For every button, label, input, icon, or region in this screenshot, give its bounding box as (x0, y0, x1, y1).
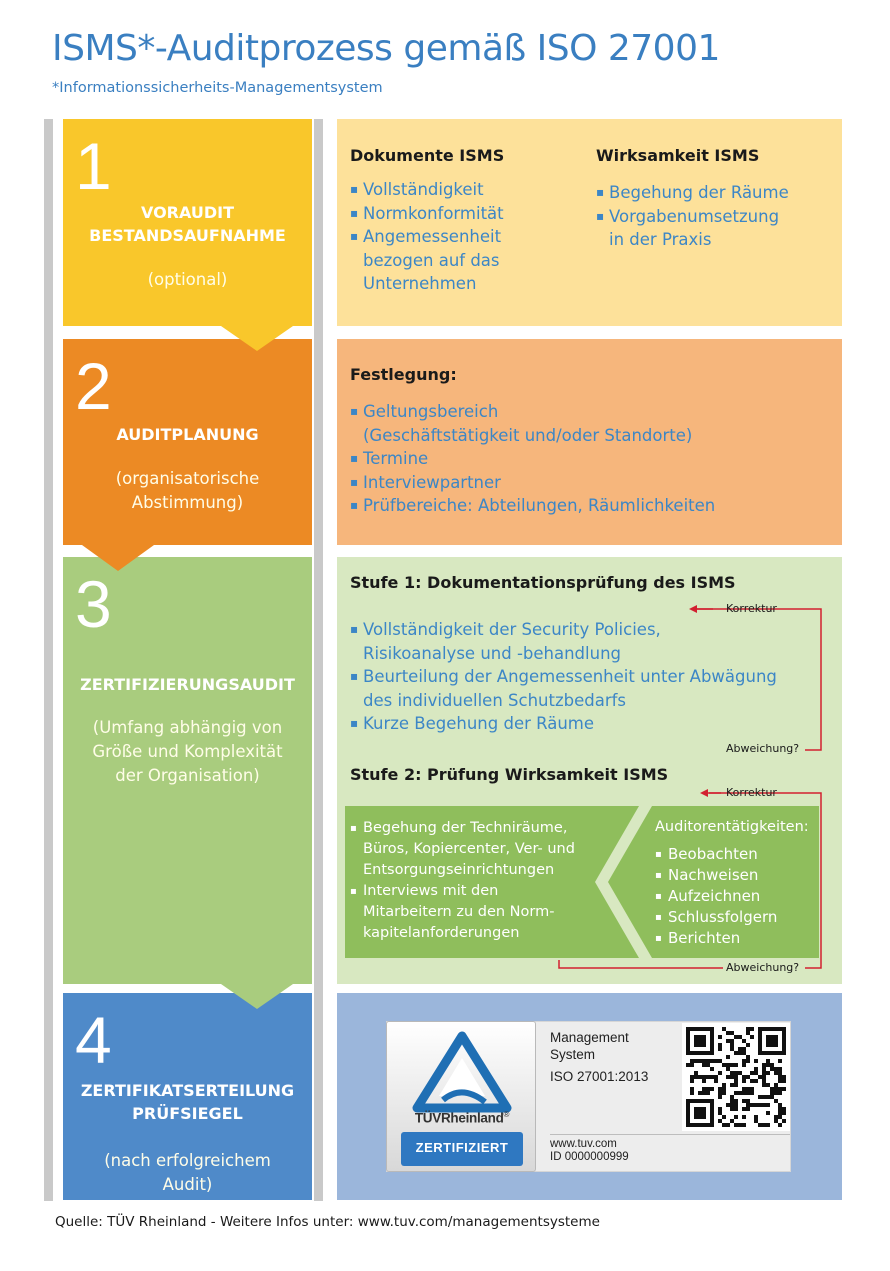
list-item: ▪ Interviews mit den (350, 883, 499, 899)
panel-step3 (337, 557, 842, 984)
step4-name-line2: PRÜFSIEGEL (132, 1104, 243, 1123)
step3-note-line3: der Organisation) (115, 766, 260, 785)
step4 (63, 993, 312, 1200)
list-item: Büros, Kopiercenter, Ver- und (363, 841, 575, 857)
qr-code-icon (682, 1023, 790, 1131)
stage2-deviation-label: Abweichung? (726, 961, 800, 974)
tuv-logo (386, 1021, 536, 1172)
list-item: ▪ Beobachten (655, 845, 758, 863)
step2-note-line2: Abstimmung) (131, 493, 244, 512)
step3-note (63, 716, 312, 788)
list-item: ▪ Angemessenheit (350, 227, 502, 246)
list-item: ▪ Normkonformität (350, 203, 504, 223)
list-item: ▪ Vollständigkeit (350, 180, 484, 199)
list-item: ▪ Kurze Begehung der Räume (350, 714, 595, 733)
tuv-brand-text: TÜVRheinland (414, 1110, 504, 1126)
step2 (63, 339, 312, 545)
list-item: Risikoanalyse und -behandlung (363, 643, 621, 663)
seal-url: www.tuv.com (550, 1138, 617, 1150)
panel1-left-heading: Dokumente ISMS (350, 146, 505, 165)
stage2-correction-label: Korrektur (726, 786, 777, 799)
panel2-heading: Festlegung: (350, 365, 457, 384)
step3-note-line2: Größe und Komplexität (92, 742, 283, 761)
list-item: ▪ Interviewpartner (350, 472, 501, 492)
step1-note (63, 268, 312, 292)
step4-note-line1: (nach erfolgreichem (104, 1151, 271, 1170)
panel1-left-list (350, 178, 504, 296)
middle-divider-bar (314, 119, 323, 1201)
list-item: (Geschäftstätigkeit und/oder Standorte) (363, 425, 693, 445)
page-title: ISMS*-Auditprozess gemäß ISO 27001 (52, 28, 720, 69)
list-item: ▪ Begehung der Räume (596, 183, 789, 202)
list-item: ▪ Nachweisen (655, 866, 759, 884)
page-subtitle: *Informationssicherheits-Managementsystem (52, 80, 383, 96)
step4-name-line1: ZERTIFIKATSERTEILUNG (80, 1081, 295, 1100)
list-item: ▪ Vollständigkeit der Security Policies, (350, 620, 661, 639)
step1 (63, 119, 312, 326)
correction-loops (337, 557, 842, 984)
step2-note (63, 467, 312, 515)
list-item: Entsorgungseinrichtungen (363, 862, 555, 878)
list-item: ▪ Schlussfolgern (655, 908, 778, 926)
certified-badge: ZERTIFIZIERT (415, 1140, 509, 1155)
panel-step2 (337, 339, 842, 545)
stage1-correction-label: Korrektur (726, 602, 777, 615)
list-item: ▪ Beurteilung der Angemessenheit unter Abwägung (350, 667, 777, 686)
stage1-heading: Stufe 1: Dokumentationsprüfung des ISMS (350, 573, 736, 592)
panel1-right-list (596, 181, 789, 252)
stage1-loop-line (692, 609, 821, 750)
step1-name-line2: BESTANDSAUFNAHME (89, 226, 286, 245)
list-item: Unternehmen (363, 274, 477, 293)
stage2-heading: Stufe 2: Prüfung Wirksamkeit ISMS (350, 765, 669, 784)
step4-note-line2: Audit) (162, 1175, 213, 1194)
registered-mark: ® (503, 1110, 510, 1119)
stage2-bottom-line (559, 960, 723, 968)
stage1-arrow-icon (689, 605, 697, 613)
list-item: ▪ Berichten (655, 929, 741, 947)
list-item: bezogen auf das (363, 250, 500, 270)
step3-number: 3 (75, 567, 112, 641)
seal-id: ID 0000000999 (550, 1151, 629, 1163)
stage2-arrow-icon (700, 789, 708, 797)
stage1-deviation-label: Abweichung? (726, 742, 800, 755)
stage2-loop-line (709, 793, 821, 968)
step3 (63, 557, 312, 984)
step2-name-line1: AUDITPLANUNG (116, 425, 259, 444)
step3-note-line1: (Umfang abhängig von (92, 718, 283, 737)
panel2-list (350, 400, 715, 518)
step2-note-line1: (organisatorische (115, 469, 260, 488)
step4-number: 4 (75, 1003, 112, 1077)
seal-line2: System (550, 1047, 596, 1062)
list-item: ▪ Geltungsbereich (350, 402, 499, 421)
step1-number: 1 (75, 129, 112, 203)
list-item: ▪ Prüfbereiche: Abteilungen, Räumlichkeiten (350, 496, 716, 515)
list-item: ▪ Aufzeichnen (655, 887, 761, 905)
step1-name-line1: VORAUDIT (140, 203, 235, 222)
panel1-right-heading: Wirksamkeit ISMS (596, 146, 760, 165)
seal-divider (550, 1134, 790, 1135)
step1-name (63, 201, 312, 247)
step4-name (63, 1079, 312, 1125)
list-item: Mitarbeitern zu den Norm- (363, 904, 555, 920)
list-item: kapitelanforderungen (363, 925, 520, 941)
list-item: des individuellen Schutzbedarfs (363, 690, 627, 710)
panel-step1 (337, 119, 842, 326)
list-item: ▪ Begehung der Techniräume, (350, 820, 568, 836)
list-item: in der Praxis (609, 230, 712, 249)
step2-name (63, 423, 312, 446)
list-item: ▪ Vorgabenumsetzung (596, 206, 780, 226)
step3-name-line1: ZERTIFIZIERUNGSAUDIT (80, 675, 295, 694)
tuv-brand (387, 1110, 537, 1126)
left-divider-bar (44, 119, 53, 1201)
seal-footer (550, 1138, 629, 1164)
qr-code-graphic (682, 1023, 790, 1131)
step1-note-line1: (optional) (147, 270, 228, 289)
step4-note (63, 1149, 312, 1197)
seal-line1: Management (550, 1030, 629, 1045)
list-item: ▪ Termine (350, 449, 429, 468)
step2-number: 2 (75, 349, 112, 423)
step3-name (63, 673, 312, 696)
seal-line3: ISO 27001:2013 (550, 1069, 649, 1084)
auditor-heading: Auditorentätigkeiten: (655, 819, 809, 835)
footer-source: Quelle: TÜV Rheinland - Weitere Infos unter: www.tuv.com/managementsysteme (55, 1214, 600, 1230)
seal-text (550, 1029, 648, 1085)
